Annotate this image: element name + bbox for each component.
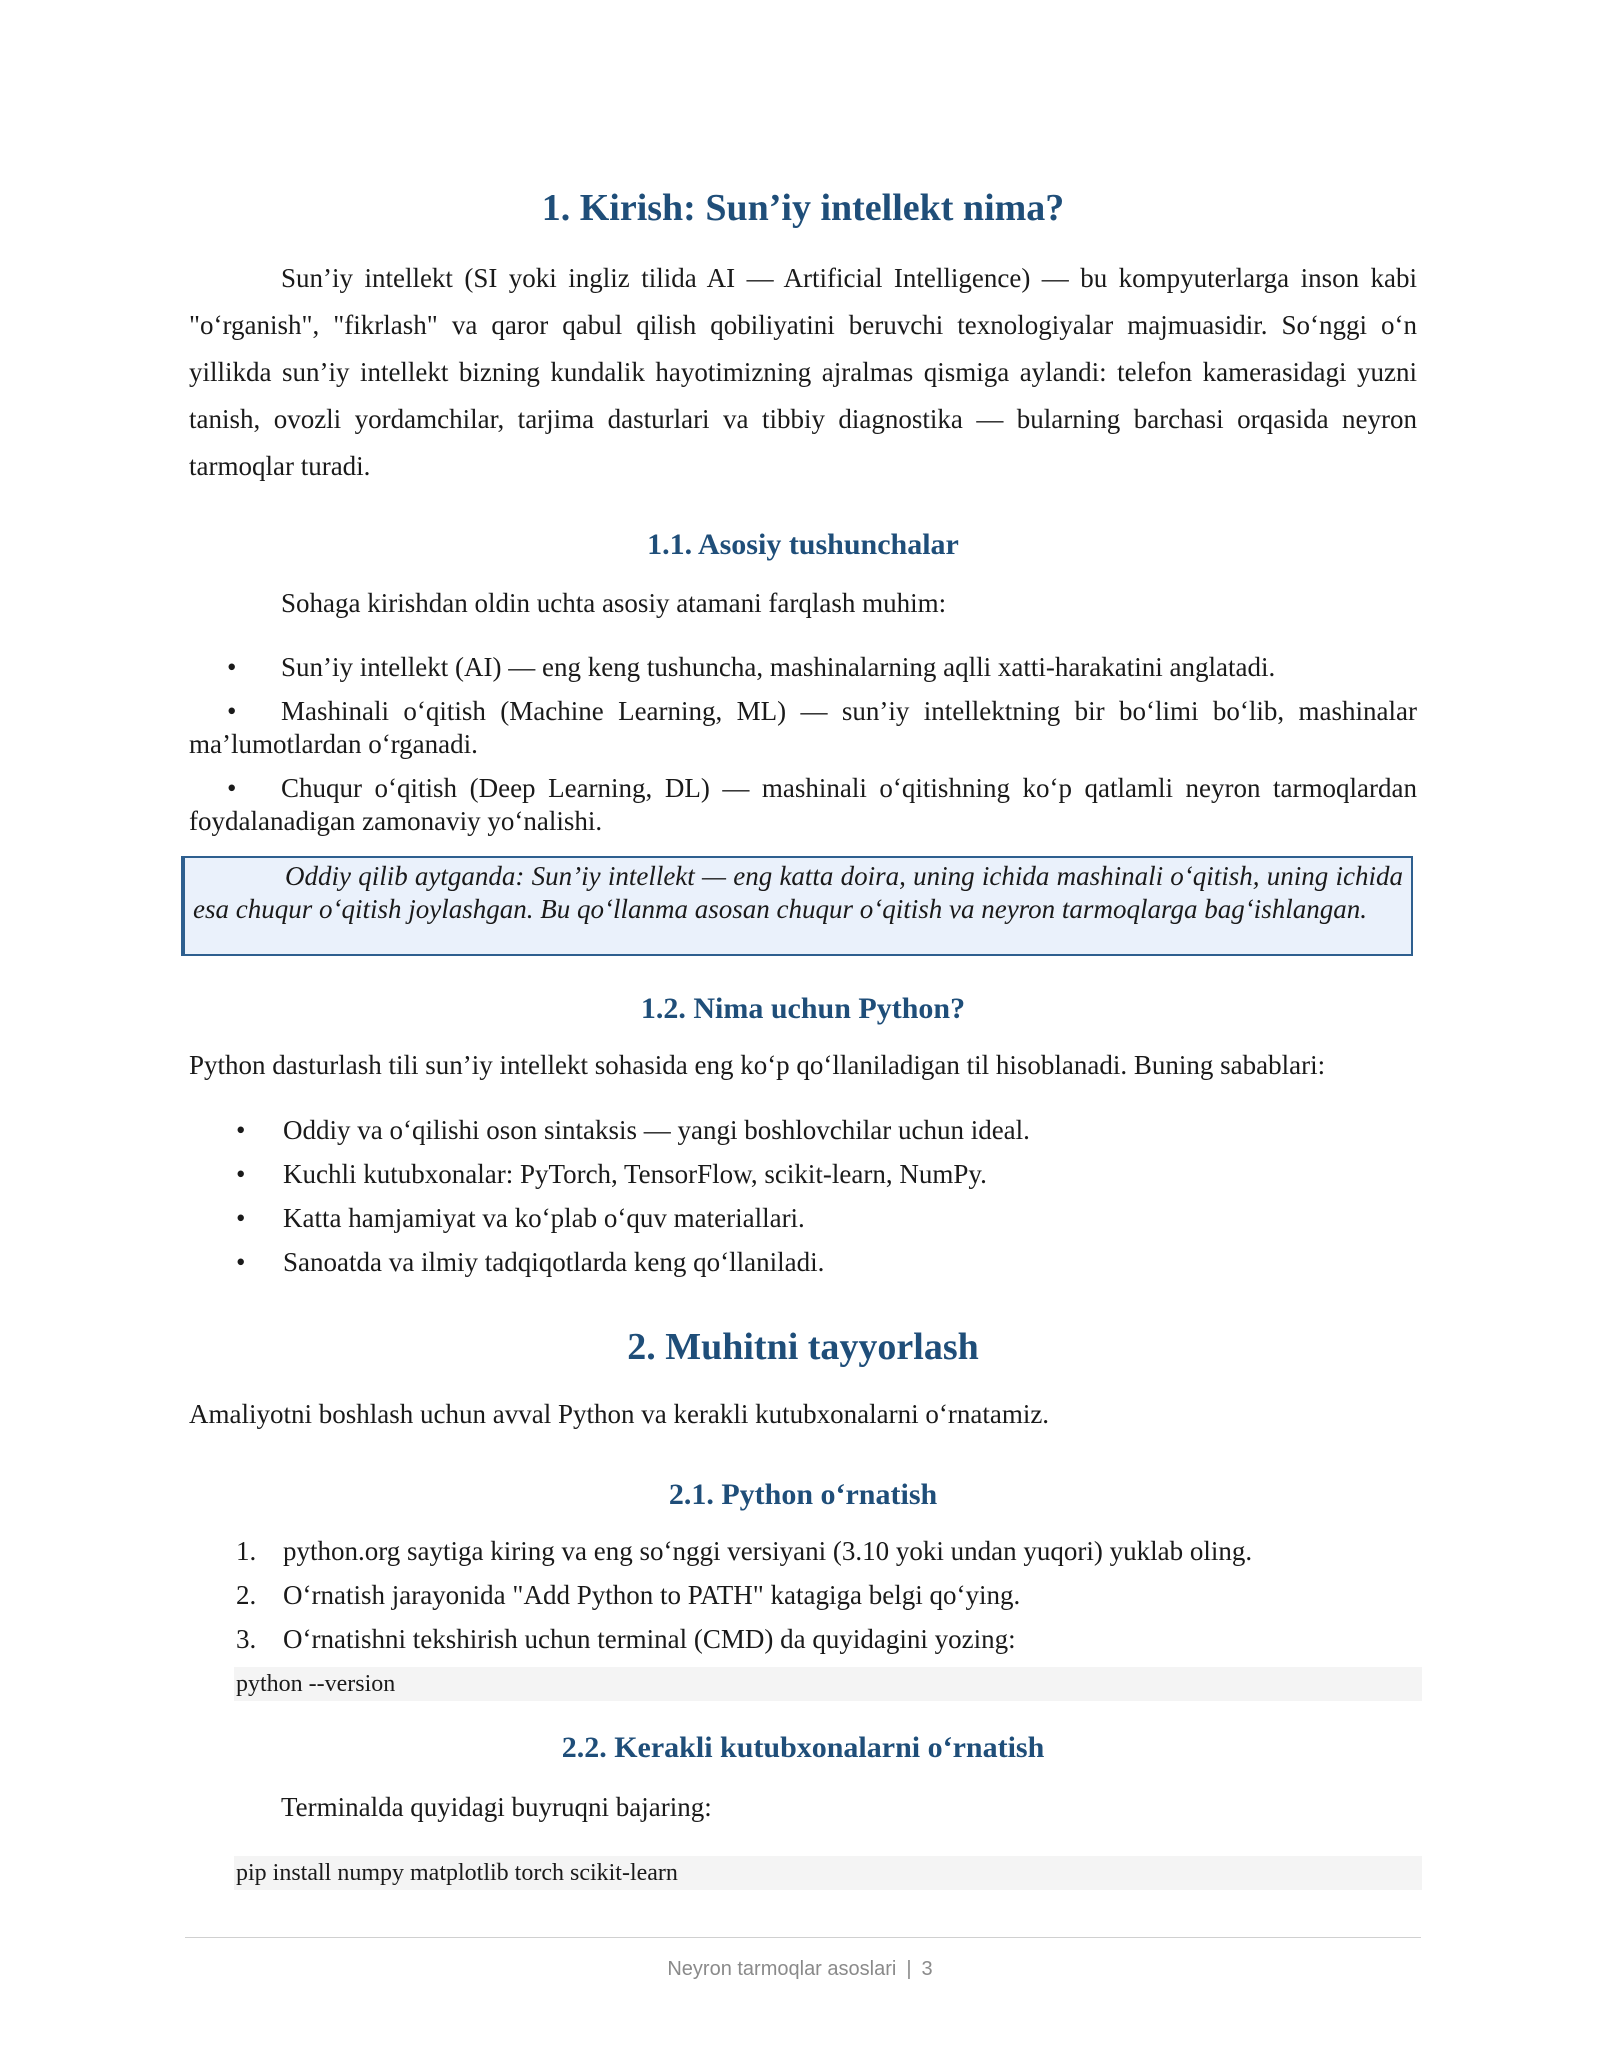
list-item: • Mashinali o‘qitish (Machine Learning, ML) — sun’iy intellektning bir bo‘limi bo‘lib, mashinalar ma’lumotlardan o‘rganadi. (189, 696, 1417, 759)
section-1-intro: Sun’iy intellekt (SI yoki ingliz tilida AI — Artificial Intelligence) — bu kompyuterlarga inson kabi "o‘rganish", "fikrlash" va qaror qabul qilish qobiliyatini beruvchi texnologiyalar majmuasidir. So‘nggi o‘n yillikda sun’iy intellekt bizning kundalik hayotimizning ajralmas qismiga aylandi: telefon kamerasidagi yuzni tanish, ovozli yordamchilar, tarjima dasturlari va tibbiy diagnostika — bularning barchasi orqasida neyron tarmoqlar turadi. (189, 263, 1417, 481)
step-number: 3. (236, 1624, 257, 1654)
subsection-1-1-intro: Sohaga kirishdan oldin uchta asosiy atamani farqlash muhim: (281, 588, 947, 618)
footer-separator: | (906, 1958, 912, 1980)
subsection-1-2-intro: Python dasturlash tili sun’iy intellekt sohasida eng ko‘p qo‘llaniladigan til hisoblanadi. Buning sabablari: (189, 1050, 1326, 1080)
section-2-intro: Amaliyotni boshlash uchun avval Python va kerakli kutubxonalarni o‘rnatamiz. (189, 1399, 1050, 1429)
bullet-marker: • (227, 696, 237, 726)
page-number: 3 (921, 1958, 933, 1980)
subsection-2-2-intro: Terminalda quyidagi buyruqni bajaring: (281, 1792, 712, 1822)
subsection-1-1-heading: 1.1. Asosiy tushunchalar (647, 528, 959, 561)
code-block: pip install numpy matplotlib torch scikit-learn (234, 1856, 1422, 1890)
bullet-marker: • (236, 1159, 246, 1189)
code-block: python --version (234, 1667, 1422, 1701)
list-item: • Chuqur o‘qitish (Deep Learning, DL) — mashinali o‘qitishning ko‘p qatlamli neyron tarmoqlardan foydalanadigan zamonaviy yo‘nalishi. (189, 773, 1417, 836)
step-number: 2. (236, 1580, 257, 1610)
footer-divider (185, 1937, 1421, 1938)
subsection-1-2-heading: 1.2. Nima uchun Python? (640, 992, 966, 1025)
page-footer (0, 1958, 1600, 1981)
bullet-marker: • (236, 1203, 246, 1233)
section-2-heading: 2. Muhitni tayyorlash (627, 1326, 979, 1368)
bullet-marker: • (236, 1115, 246, 1145)
bullet-marker: • (236, 1247, 246, 1277)
document-page: 1. Kirish: Sun’iy intellekt nima? Sun’iy intellekt (SI yoki ingliz tilida AI — Artificial Intelligence) — bu kompyuterlarga inson kabi "o‘rganish", "fikrlash" va qaror qabul qilish qobiliyatini beruvchi texnologiyalar majmuasidir. So‘nggi o‘n yillikda sun’iy intellekt bizning kundalik hayotimizning ajralmas qismiga aylandi: telefon kamerasidagi yuzni tanish, ovozli yordamchilar, tarjima dasturlari va tibbiy diagnostika — bularning barchasi orqasida neyron tarmoqlar turadi. 1.1. Asosiy tushunchalar Sohaga kirishdan oldin uchta asosiy atamani farqlash muhim: • Sun’iy intellekt (AI) — eng keng tushuncha, mashinalarning aqlli xatti-harakatini anglatadi. • Mashinali o‘qitish (Machine Learning, ML) — sun’iy intellektning bir bo‘limi bo‘lib, mashinalar ma’lumotlardan o‘rganadi. • Chuqur o‘qitish (Deep Learning, DL) — mashinali o‘qitishning ko‘p qatlamli neyron tarmoqlardan foydalanadigan zamonaviy yo‘nalishi. Oddiy qilib aytganda: Sun’iy intellekt — eng katta doira, uning ichida mashinali o‘qitish, uning ichida esa chuqur o‘qitish joylashgan. Bu qo‘llanma asosan chuqur o‘qitish va neyron tarmoqlarga bag‘ishlangan. 1.2. Nima uchun Python? Python dasturlash tili sun’iy intellekt sohasida eng ko‘p qo‘llaniladigan til hisoblanadi. Buning sabablari: • Oddiy va o‘qilishi oson sintaksis — yangi boshlovchilar uchun ideal. • Kuchli kutubxonalar: PyTorch, TensorFlow, scikit-learn, NumPy. • Katta hamjamiyat va ko‘plab o‘quv materiallari. • Sanoatda va ilmiy tadqiqotlarda keng qo‘llaniladi. 2. Muhitni tayyorlash Amaliyotni boshlash uchun avval Python va kerakli kutubxonalarni o‘rnatamiz. 2.1. Python o‘rnatish 1. python.org saytiga kiring va eng so‘nggi versiyani (3.10 yoki undan yuqori) yuklab oling. 2. O‘rnatish jarayonida "Add Python to PATH" katagiga belgi qo‘ying. 3. O‘rnatishni tekshirish uchun terminal (CMD) da quyidagini yozing: python --version 2.2. Kerakli kutubxonalarni o‘rnatish Terminalda quyidagi buyruqni bajaring: pip install numpy matplotlib torch scikit-learn Neyron tarmoqlar asoslari | 3 (0, 0, 1600, 2070)
step-number: 1. (236, 1536, 257, 1566)
footer-title: Neyron tarmoqlar asoslari (667, 1958, 897, 1980)
note-callout: Oddiy qilib aytganda: Sun’iy intellekt — eng katta doira, uning ichida mashinali o‘qitish, uning ichida esa chuqur o‘qitish joylashgan. Bu qo‘llanma asosan chuqur o‘qitish va neyron tarmoqlarga bag‘ishlangan. (181, 856, 1413, 956)
bullet-marker: • (227, 773, 237, 803)
subsection-2-1-heading: 2.1. Python o‘rnatish (668, 1478, 938, 1511)
subsection-2-2-heading: 2.2. Kerakli kutubxonalarni o‘rnatish (561, 1731, 1045, 1764)
section-1-heading: 1. Kirish: Sun’iy intellekt nima? (541, 187, 1065, 229)
bullet-marker: • (227, 652, 237, 682)
list-item: • Sun’iy intellekt (AI) — eng keng tushuncha, mashinalarning aqlli xatti-harakatini anglatadi. (227, 652, 1276, 682)
